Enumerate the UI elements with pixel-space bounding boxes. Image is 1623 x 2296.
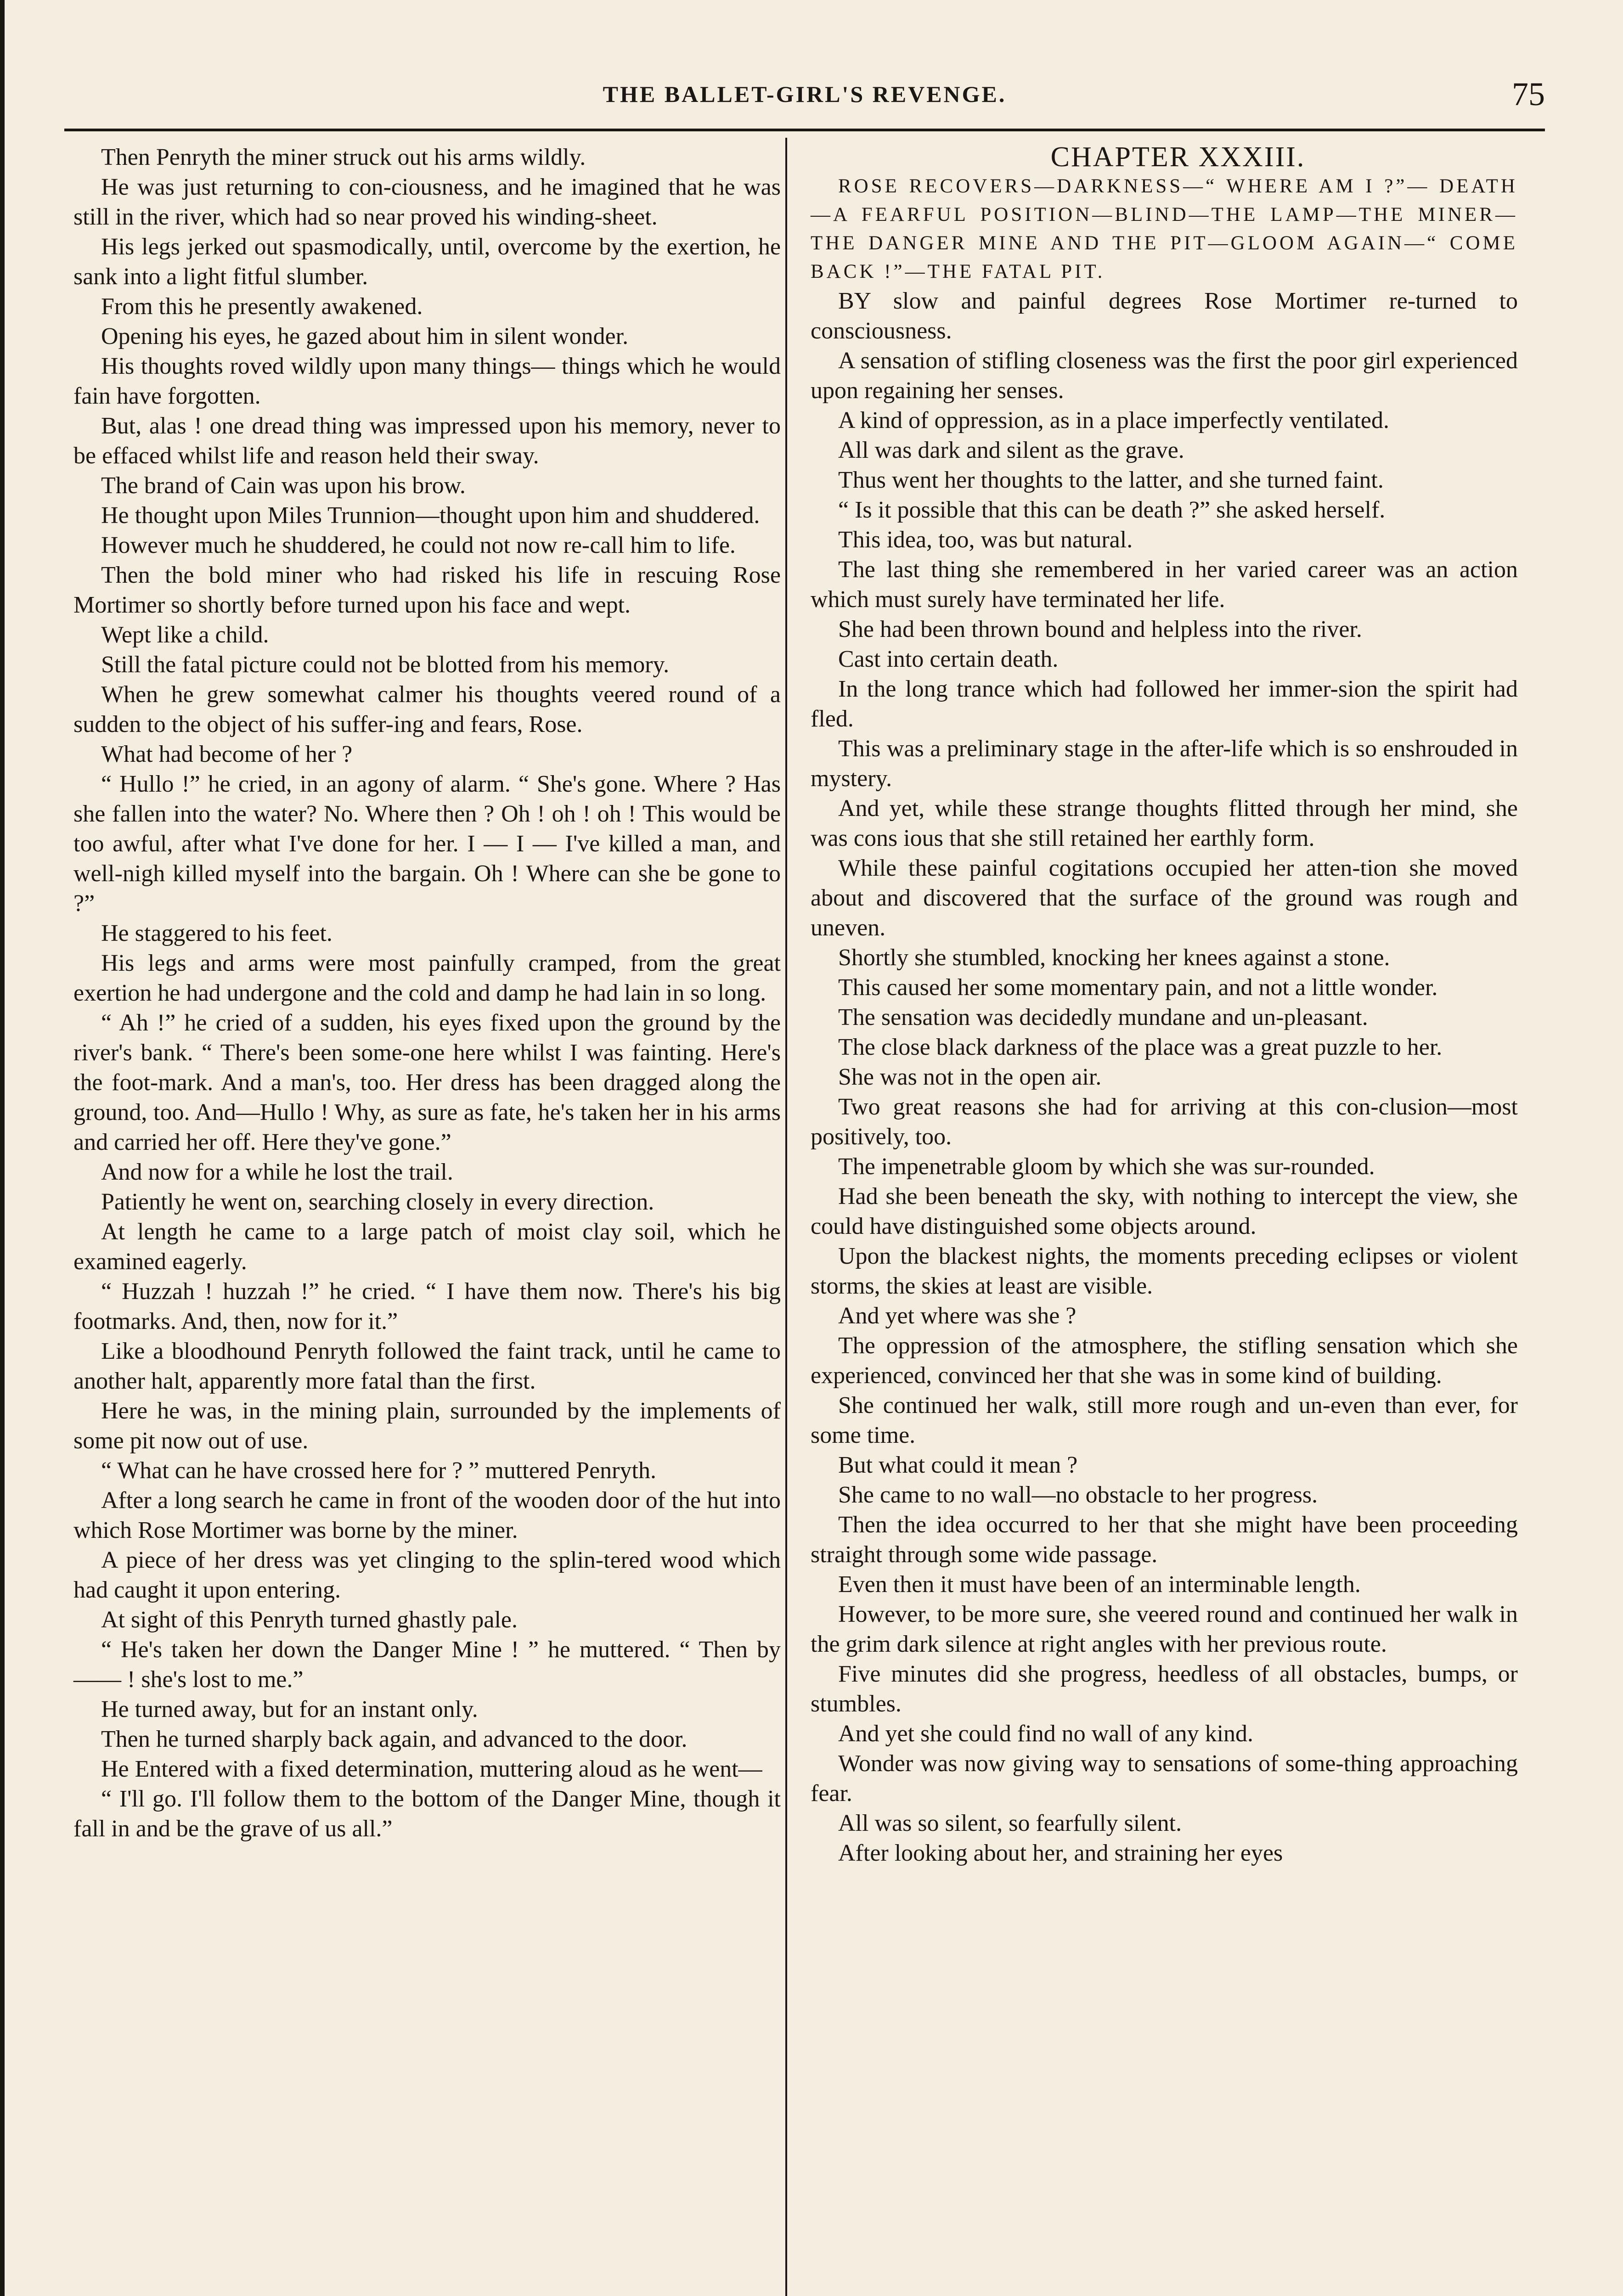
chapter-summary: ROSE RECOVERS—DARKNESS—“ WHERE AM I ?”— DEATH—A FEARFUL POSITION—BLIND—THE LAMP—THE MINER—THE DANGER MINE AND THE PIT—GLOOM AGAIN—“ COME BACK !”—THE FATAL PIT.: [811, 175, 1518, 282]
paragraph: A sensation of stifling closeness was the first the poor girl experienced upon regaining her senses.: [811, 348, 1518, 404]
paragraph: “ I'll go. I'll follow them to the bottom of the Danger Mine, though it fall in and be the grave of us all.”: [73, 1786, 781, 1842]
paragraph: Shortly she stumbled, knocking her knees against a stone.: [838, 945, 1390, 971]
paragraph: What had become of her ?: [101, 741, 353, 767]
paragraph: “ Huzzah ! huzzah !” he cried. “ I have them now. There's his big footmarks. And, then, now for it.”: [73, 1278, 781, 1334]
paragraph: The sensation was decidedly mundane and un-pleasant.: [838, 1004, 1368, 1030]
paragraph: The impenetrable gloom by which she was sur-rounded.: [838, 1154, 1375, 1180]
right-column: [811, 142, 1518, 1868]
paragraph: His legs jerked out spasmodically, until, overcome by the exertion, he sank into a light fitful slumber.: [73, 234, 781, 290]
left-column: [73, 142, 781, 1844]
paragraph: The close black darkness of the place was a great puzzle to her.: [838, 1034, 1443, 1060]
paragraph: Cast into certain death.: [838, 646, 1059, 672]
paragraph: At length he came to a large patch of moist clay soil, which he examined eagerly.: [73, 1219, 781, 1275]
paragraph: Wonder was now giving way to sensations of some-thing approaching fear.: [811, 1750, 1518, 1806]
paragraph: When he grew somewhat calmer his thoughts veered round of a sudden to the object of his suffer-ing and fears, Rose.: [73, 681, 781, 737]
paragraph: Wept like a child.: [101, 622, 269, 648]
paragraph: And now for a while he lost the trail.: [101, 1159, 453, 1185]
paragraph: However much he shuddered, he could not now re-call him to life.: [101, 532, 736, 558]
paragraph: He was just returning to con-ciousness, and he imagined that he was still in the river, which had so near proved his winding-sheet.: [73, 174, 781, 230]
paragraph: And yet where was she ?: [838, 1303, 1076, 1329]
paragraph: BY slow and painful degrees Rose Mortimer re-turned to consciousness.: [811, 288, 1518, 344]
paragraph: But, alas ! one dread thing was impressed upon his memory, never to be effaced whilst life and reason held their sway.: [73, 413, 781, 469]
paragraph: Even then it must have been of an interminable length.: [838, 1571, 1361, 1598]
paragraph: After a long search he came in front of the wooden door of the hut into which Rose Mortimer was borne by the miner.: [73, 1487, 781, 1543]
running-title: THE BALLET-GIRL'S REVENGE.: [603, 81, 1007, 107]
paragraph: Then he turned sharply back again, and advanced to the door.: [101, 1726, 688, 1752]
paragraph: She continued her walk, still more rough and un-even than ever, for some time.: [811, 1392, 1518, 1448]
paragraph: She had been thrown bound and helpless into the river.: [838, 616, 1362, 642]
paragraph: But what could it mean ?: [838, 1452, 1078, 1478]
paragraph: Patiently he went on, searching closely in every direction.: [101, 1189, 654, 1215]
paragraph: A piece of her dress was yet clinging to the splin-tered wood which had caught it upon entering.: [73, 1547, 781, 1603]
paragraph: A kind of oppression, as in a place imperfectly ventilated.: [838, 407, 1389, 433]
chapter-body: [811, 286, 1518, 1868]
page-number: 75: [1512, 76, 1545, 113]
paragraph: At sight of this Penryth turned ghastly pale.: [101, 1607, 518, 1633]
paragraph: Then the idea occurred to her that she might have been proceeding straight through some wide passage.: [811, 1512, 1518, 1568]
paragraph: All was dark and silent as the grave.: [838, 437, 1184, 463]
paragraph: “ He's taken her down the Danger Mine ! ” he muttered. “ Then by —— ! she's lost to me.”: [73, 1637, 781, 1693]
paragraph: The last thing she remembered in her varied career was an action which must surely have terminated her life.: [811, 557, 1518, 613]
paragraph: The oppression of the atmosphere, the stifling sensation which she experienced, convinced her that she was in some kind of building.: [811, 1333, 1518, 1389]
paragraph: And yet she could find no wall of any kind.: [838, 1721, 1254, 1747]
paragraph: From this he presently awakened.: [101, 293, 423, 320]
paragraph: This caused her some momentary pain, and not a little wonder.: [838, 974, 1438, 1001]
paragraph: “ Hullo !” he cried, in an agony of alarm. “ She's gone. Where ? Has she fallen into the water? No. Where then ? Oh ! oh ! oh ! This would be too awful, after what I've done for her. I — I — I've killed a man, and well-nigh killed myself into the bargain. Oh ! Where can she be gone to ?”: [73, 771, 781, 917]
paragraph: Still the fatal picture could not be blotted from his memory.: [101, 652, 670, 678]
page-edge: [0, 0, 5, 2296]
paragraph: In the long trance which had followed her immer-sion the spirit had fled.: [811, 676, 1518, 732]
paragraph: After looking about her, and straining her eyes: [838, 1840, 1283, 1866]
paragraph: The brand of Cain was upon his brow.: [101, 473, 466, 499]
paragraph: He thought upon Miles Trunnion—thought upon him and shuddered.: [101, 502, 760, 529]
paragraph: She was not in the open air.: [838, 1064, 1102, 1090]
paragraph: Here he was, in the mining plain, surrounded by the implements of some pit now out of use.: [73, 1398, 781, 1454]
paragraph: This idea, too, was but natural.: [838, 527, 1133, 553]
chapter-title: CHAPTER XXXIII.: [1050, 141, 1306, 173]
paragraph: “ Ah !” he cried of a sudden, his eyes fixed upon the ground by the river's bank. “ There's been some-one here whilst I was fainting. Here's the foot-mark. And a man's, too. Her dress has been dragged along the ground, too. And—Hullo ! Why, as sure as fate, he's taken her in his arms and carried her off. Here they've gone.”: [73, 1010, 781, 1155]
paragraph: Upon the blackest nights, the moments preceding eclipses or violent storms, the skies at least are visible.: [811, 1243, 1518, 1299]
paragraph: “ Is it possible that this can be death ?” she asked herself.: [838, 497, 1386, 523]
paragraph: However, to be more sure, she veered round and continued her walk in the grim dark silence at right angles with her previous route.: [811, 1601, 1518, 1657]
header-rule: [64, 129, 1545, 131]
paragraph: “ What can he have crossed here for ? ” muttered Penryth.: [101, 1458, 656, 1484]
paragraph: His legs and arms were most painfully cramped, from the great exertion he had undergone and the cold and damp he had lain in so long.: [73, 950, 781, 1006]
paragraph: Had she been beneath the sky, with nothing to intercept the view, she could have distinguished some objects around.: [811, 1183, 1518, 1239]
paragraph: He turned away, but for an instant only.: [101, 1696, 478, 1722]
column-divider: [785, 138, 787, 2296]
paragraph: Five minutes did she progress, heedless of all obstacles, bumps, or stumbles.: [811, 1661, 1518, 1717]
paragraph: Two great reasons she had for arriving at this con-clusion—most positively, too.: [811, 1094, 1518, 1150]
paragraph: Opening his eyes, he gazed about him in silent wonder.: [101, 323, 629, 349]
paragraph: While these painful cogitations occupied her atten-tion she moved about and discovered that the surface of the ground was rough and uneven.: [811, 855, 1518, 941]
paragraph: All was so silent, so fearfully silent.: [838, 1810, 1182, 1836]
page-header: [64, 69, 1545, 119]
paragraph: This was a preliminary stage in the after-life which is so enshrouded in mystery.: [811, 736, 1518, 792]
paragraph: He Entered with a fixed determination, muttering aloud as he went—: [101, 1756, 762, 1782]
paragraph: His thoughts roved wildly upon many things— things which he would fain have forgotten.: [73, 353, 781, 409]
paragraph: Then Penryth the miner struck out his arms wildly.: [101, 144, 586, 170]
paragraph: Like a bloodhound Penryth followed the faint track, until he came to another halt, apparently more fatal than the first.: [73, 1338, 781, 1394]
paragraph: And yet, while these strange thoughts flitted through her mind, she was cons ious that she still retained her earthly form.: [811, 795, 1518, 851]
paragraph: He staggered to his feet.: [101, 920, 332, 946]
paragraph: Thus went her thoughts to the latter, and she turned faint.: [838, 467, 1384, 493]
paragraph: She came to no wall—no obstacle to her progress.: [838, 1482, 1318, 1508]
paragraph: Then the bold miner who had risked his life in rescuing Rose Mortimer so shortly before turned upon his face and wept.: [73, 562, 781, 618]
